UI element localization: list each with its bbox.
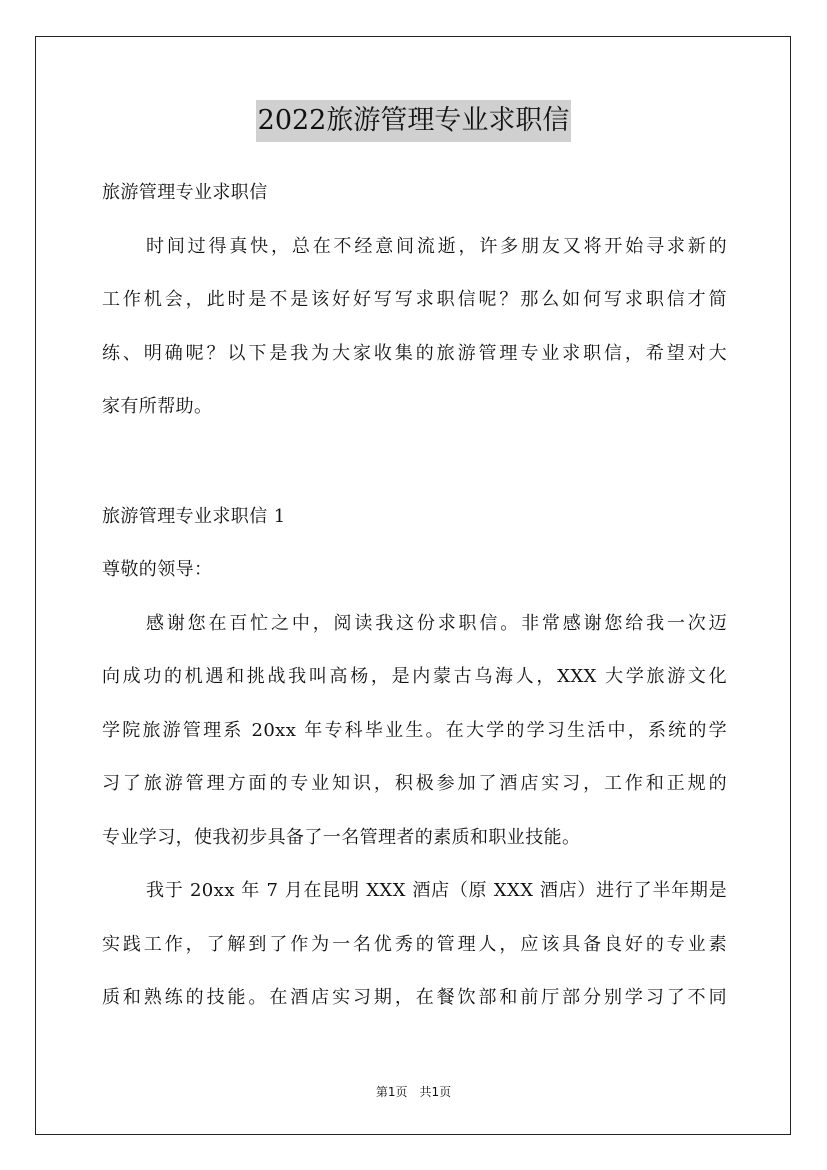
paragraph2-line-2: 实践工作，了解到了作为一名优秀的管理人，应该具备良好的专业素: [102, 933, 727, 955]
page-footer: 第1页 共1页: [375, 1085, 452, 1099]
intro-line-4: 家有所帮助。: [102, 396, 213, 417]
section-spacer: [102, 438, 727, 494]
section-heading: 旅游管理专业求职信 1: [102, 505, 286, 527]
intro-line-3: 练、明确呢？以下是我为大家收集的旅游管理专业求职信，希望对大: [102, 342, 727, 364]
document-title: 2022旅游管理专业求职信: [256, 100, 572, 142]
paragraph1-line-5: 专业学习，使我初步具备了一名管理者的素质和职业技能。: [102, 826, 581, 848]
paragraph2-line-3: 质和熟练的技能。在酒店实习期，在餐饮部和前厅部分别学习了不同: [102, 987, 727, 1008]
document-body: [102, 170, 727, 1029]
document-title-container: [0, 100, 827, 142]
paragraph1-line-4: 习了旅游管理方面的专业知识，积极参加了酒店实习，工作和正规的: [102, 773, 727, 794]
subtitle: 旅游管理专业求职信: [102, 182, 268, 203]
paragraph1-line-2: 向成功的机遇和挑战我叫高杨，是内蒙古乌海人，XXX 大学旅游文化: [102, 666, 727, 687]
paragraph1-line-3: 学院旅游管理系 20xx 年专科毕业生。在大学的学习生活中，系统的学: [102, 719, 727, 741]
paragraph2-line-1: 我于 20xx 年 7 月在昆明 XXX 酒店（原 XXX 酒店）进行了半年期是: [146, 880, 727, 901]
intro-line-1: 时间过得真快，总在不经意间流逝，许多朋友又将开始寻求新的: [146, 235, 727, 257]
salutation: 尊敬的领导：: [102, 559, 213, 580]
paragraph1-line-1: 感谢您在百忙之中，阅读我这份求职信。非常感谢您给我一次迈: [146, 612, 727, 634]
intro-line-2: 工作机会，此时是不是该好好写写求职信呢？那么如何写求职信才简: [102, 289, 727, 310]
